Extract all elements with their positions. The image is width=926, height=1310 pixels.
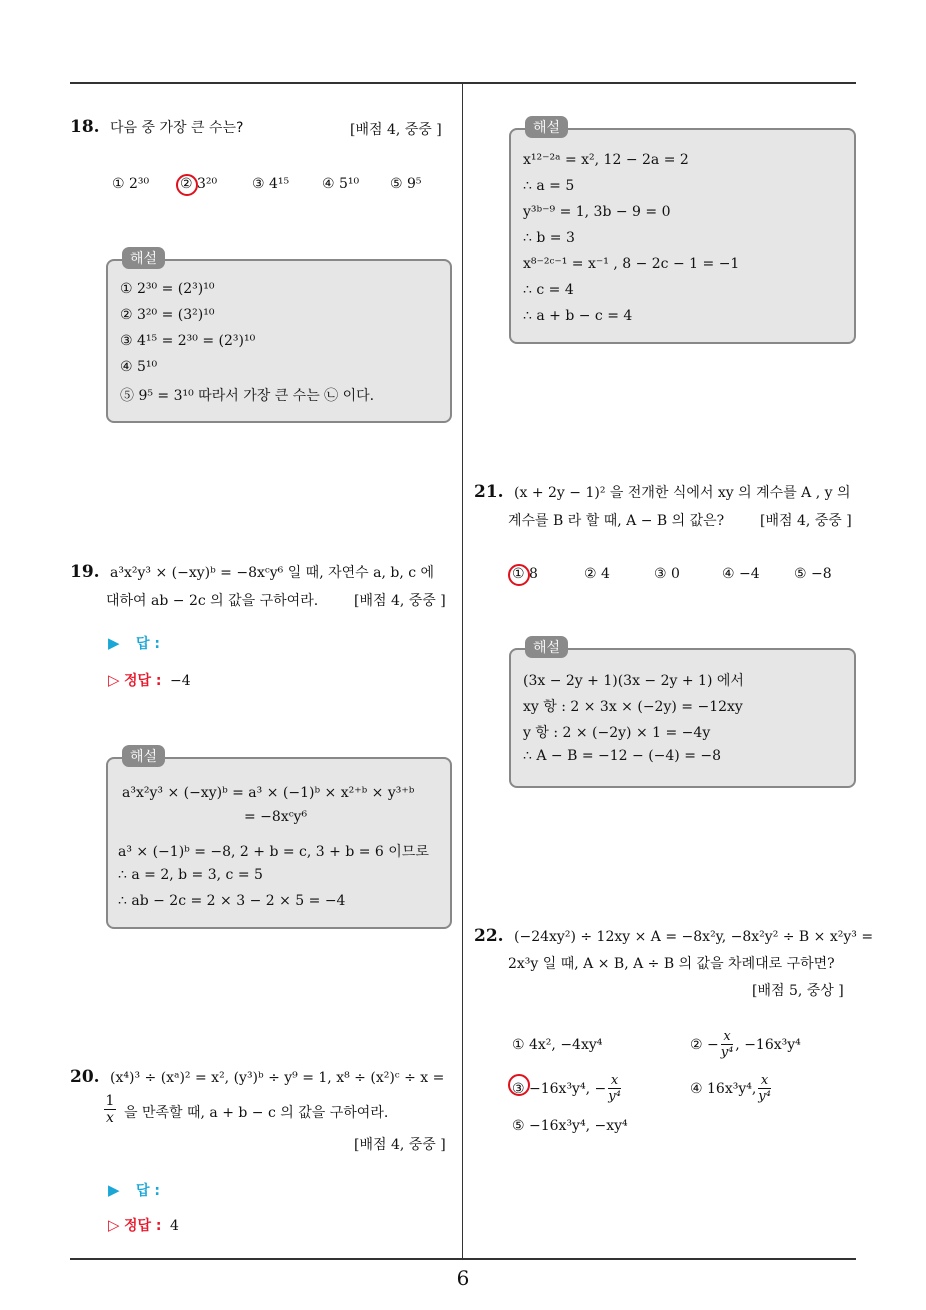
fraction	[608, 1074, 621, 1104]
choice-4: ④ 5¹⁰	[322, 176, 360, 192]
question-text: a³x²y³ × (−xy)ᵇ = −8xᶜy⁶ 일 때, 자연수 a, b, c 에	[110, 565, 435, 581]
choice-3-prefix: ③ −16x³y⁴, −	[512, 1081, 607, 1097]
explanation-line: a³ × (−1)ᵇ = −8, 2 + b = c, 3 + b = 6 이므로	[118, 844, 429, 860]
explanation-line: (3x − 2y + 1)(3x − 2y + 1) 에서	[523, 673, 744, 689]
explanation-box	[509, 640, 856, 788]
correct-label: 정답 :	[124, 1218, 162, 1234]
question-21	[474, 482, 851, 502]
answer-mark-circle	[176, 174, 198, 196]
choice-1: ① 4x², −4xy⁴	[512, 1037, 603, 1053]
question-text: (x⁴)³ ÷ (xᵃ)² = x², (y³)ᵇ ÷ y⁹ = 1, x⁸ ÷ (x²)ᶜ ÷ x =	[110, 1070, 445, 1086]
answer-mark-circle	[508, 1074, 530, 1096]
choice-1: ① 8	[512, 566, 538, 582]
fraction-numerator: x	[721, 1030, 734, 1045]
question-text-line2: 계수를 B 라 할 때, A − B 의 값은?	[508, 513, 725, 529]
explanation-line: ∴ A − B = −12 − (−4) = −8	[523, 748, 722, 764]
explanation-line: x⁸⁻²ᶜ⁻¹ = x⁻¹ , 8 − 2c − 1 = −1	[523, 256, 740, 272]
explanation-line: ∴ a + b − c = 4	[523, 308, 633, 324]
fraction-denominator: y⁴	[758, 1089, 771, 1104]
bottom-rule	[70, 1258, 856, 1260]
explanation-line: a³x²y³ × (−xy)ᵇ = a³ × (−1)ᵇ × x²⁺ᵇ × y³⁺ᵇ	[122, 785, 415, 801]
choice-5: ⑤ −16x³y⁴, −xy⁴	[512, 1118, 628, 1134]
choice-4	[690, 1074, 773, 1104]
points: [배점 4, 중중 ]	[350, 122, 442, 138]
choice-2: ② 4	[584, 566, 610, 582]
correct-value: −4	[169, 673, 191, 689]
choice-2-prefix: ② −	[690, 1037, 719, 1053]
fraction-numerator: x	[758, 1074, 771, 1089]
outline-play-icon: ▷	[108, 671, 120, 689]
explanation-line: ② 3²⁰ = (3²)¹⁰	[120, 307, 215, 323]
explanation-line: ∴ a = 2, b = 3, c = 5	[118, 867, 263, 883]
question-20	[70, 1067, 444, 1087]
question-number: 20.	[70, 1067, 100, 1087]
top-rule	[70, 82, 856, 84]
choice-3: ③ 0	[654, 566, 680, 582]
question-number: 22.	[474, 926, 504, 946]
explanation-tag: 해설	[122, 247, 165, 269]
answer-row	[108, 1180, 160, 1200]
question-number: 21.	[474, 482, 504, 502]
explanation-box	[106, 749, 452, 929]
choice-4-prefix: ④ 16x³y⁴,	[690, 1081, 757, 1097]
fraction	[721, 1030, 734, 1060]
fraction	[758, 1074, 771, 1104]
choice-2	[690, 1030, 801, 1060]
question-text-line2: 대하여 ab − 2c 의 값을 구하여라.	[106, 593, 319, 609]
choice-1: ① 2³⁰	[112, 176, 150, 192]
choice-3: ③ 4¹⁵	[252, 176, 290, 192]
question-text-line2: 2x³y 일 때, A × B, A ÷ B 의 값을 차례대로 구하면?	[508, 956, 835, 972]
question-text-line2: 을 만족할 때, a + b − c 의 값을 구하여라.	[124, 1105, 389, 1121]
column-divider	[462, 84, 463, 1260]
correct-label: 정답 :	[124, 673, 162, 689]
answer-label: 답 :	[136, 636, 160, 652]
explanation-tag: 해설	[525, 636, 568, 658]
fraction-denominator: y⁴	[720, 1045, 734, 1060]
question-22	[474, 926, 873, 946]
answer-mark-circle	[508, 564, 530, 586]
question-number: 18.	[70, 117, 100, 137]
explanation-line: ∴ ab − 2c = 2 × 3 − 2 × 5 = −4	[118, 893, 346, 909]
question-text: (x + 2y − 1)² 을 전개한 식에서 xy 의 계수를 A , y 의	[514, 485, 851, 501]
explanation-line: ① 2³⁰ = (2³)¹⁰	[120, 281, 215, 297]
points: [배점 5, 중상 ]	[752, 983, 844, 999]
explanation-line: x¹²⁻²ᵃ = x², 12 − 2a = 2	[523, 152, 689, 168]
choice-2: ② 3²⁰	[180, 176, 218, 192]
fraction-numerator: 1	[105, 1093, 115, 1109]
fraction-denominator: y⁴	[608, 1089, 621, 1104]
page-number: 6	[456, 1266, 470, 1290]
explanation-line: ∴ c = 4	[523, 282, 574, 298]
explanation-line: y³ᵇ⁻⁹ = 1, 3b − 9 = 0	[523, 204, 671, 220]
fraction-denominator: x	[106, 1110, 114, 1126]
explanation-box	[509, 120, 856, 344]
explanation-line: xy 항 : 2 × 3x × (−2y) = −12xy	[523, 699, 743, 715]
explanation-line: ∴ b = 3	[523, 230, 575, 246]
explanation-line: ∴ a = 5	[523, 178, 575, 194]
question-number: 19.	[70, 562, 100, 582]
fraction-numerator: x	[608, 1074, 621, 1089]
question-18	[70, 117, 243, 137]
points: [배점 4, 중중 ]	[760, 513, 852, 529]
question-text: (−24xy²) ÷ 12xy × A = −8x²y, −8x²y² ÷ B × x²y³ =	[514, 929, 874, 945]
explanation-tag: 해설	[525, 116, 568, 138]
explanation-line: ⑤ 9⁵ = 3¹⁰ 따라서 가장 큰 수는 ㉡ 이다.	[120, 388, 375, 404]
explanation-tag: 해설	[122, 745, 165, 767]
answer-label: 답 :	[136, 1183, 160, 1199]
correct-answer-row	[108, 1215, 179, 1235]
choice-5: ⑤ 9⁵	[390, 176, 422, 192]
play-icon: ▶	[108, 1181, 120, 1199]
explanation-box	[106, 251, 452, 423]
choice-2-suffix: , −16x³y⁴	[735, 1037, 801, 1053]
explanation-line: ④ 5¹⁰	[120, 359, 158, 375]
choice-4: ④ −4	[722, 566, 760, 582]
points: [배점 4, 중중 ]	[354, 1137, 446, 1153]
answer-row	[108, 633, 160, 653]
question-text: 다음 중 가장 큰 수는?	[110, 120, 244, 136]
correct-answer-row	[108, 670, 191, 690]
question-19	[70, 562, 434, 582]
correct-value: 4	[169, 1218, 179, 1234]
choice-5: ⑤ −8	[794, 566, 832, 582]
explanation-line: ③ 4¹⁵ = 2³⁰ = (2³)¹⁰	[120, 333, 256, 349]
points: [배점 4, 중중 ]	[354, 593, 446, 609]
explanation-line: y 항 : 2 × (−2y) × 1 = −4y	[523, 725, 711, 741]
fraction	[104, 1094, 116, 1126]
outline-play-icon: ▷	[108, 1216, 120, 1234]
explanation-line: = −8xᶜy⁶	[244, 809, 308, 825]
play-icon: ▶	[108, 634, 120, 652]
